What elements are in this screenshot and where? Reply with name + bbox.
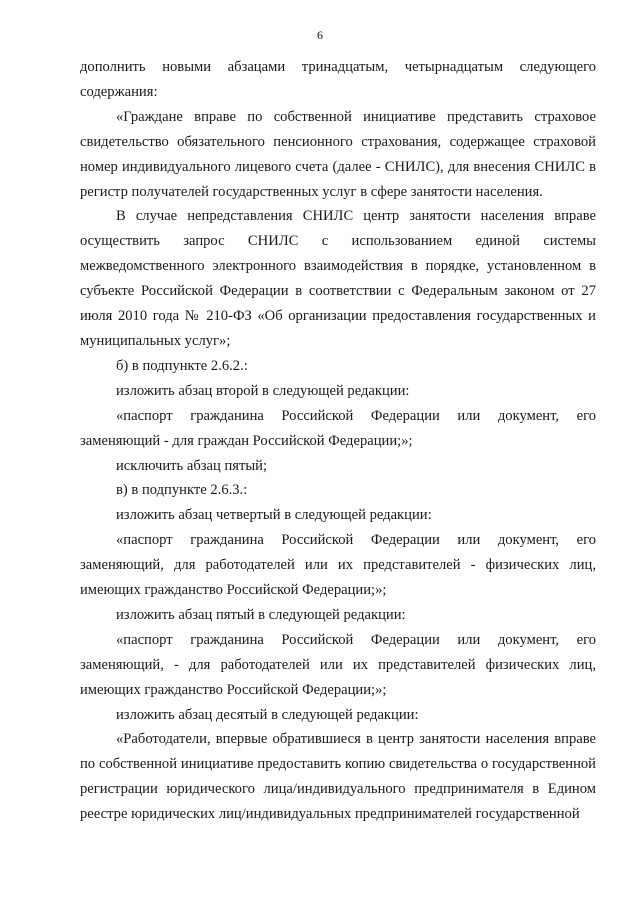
paragraph-subitem-v: в) в подпункте 2.6.3.: — [116, 482, 248, 499]
paragraph-amend-tenth: изложить абзац десятый в следующей редакции: — [116, 706, 419, 723]
page-number: 6 — [317, 28, 323, 42]
paragraph-amend-fifth: изложить абзац пятый в следующей редакции: — [116, 606, 406, 623]
paragraph-employers-registration: «Работодатели, впервые обратившиеся в центр занятости населения вправе по собственной инициативе предоставить копию свидетельства о государственной регистрации юридического лица/индивидуального предпринимателя в Едином реестре юридических лиц/индивидуальных предпринимателей государственной — [80, 731, 596, 823]
paragraph-passport-employers-1: «паспорт гражданина Российской Федерации или документ, его заменяющий, для работодателей или их представителей - физических лиц, имеющих гражданство Российской Федерации;»; — [80, 532, 596, 599]
paragraph-snils-right: «Граждане вправе по собственной инициативе представить страховое свидетельство обязательного пенсионного страхования, содержащее страховой номер индивидуального лицевого счета (далее - СНИЛС), для внесения СНИЛС в регистр получателей государственных услуг в сфере занятости населения. — [80, 108, 596, 200]
paragraph-amend-second: изложить абзац второй в следующей редакции: — [116, 382, 410, 399]
paragraph-subitem-b: б) в подпункте 2.6.2.: — [116, 357, 248, 374]
paragraph-snils-request: В случае непредставления СНИЛС центр занятости населения вправе осуществить запрос СНИЛС с использованием единой системы межведомственного электронного взаимодействия в порядке, установленном в субъекте Российской Федерации в соответствии с Федеральным законом от 27 июля 2010 года № 210-ФЗ «Об организации предоставления государственных и муниципальных услуг»; — [80, 208, 596, 349]
paragraph-passport-citizens: «паспорт гражданина Российской Федерации или документ, его заменяющий - для граждан Российской Федерации;»; — [80, 407, 596, 449]
document-body — [80, 55, 596, 827]
paragraph-amendment-intro: дополнить новыми абзацами тринадцатым, четырнадцатым следующего содержания: — [80, 59, 596, 100]
paragraph-amend-fourth: изложить абзац четвертый в следующей редакции: — [116, 507, 432, 524]
paragraph-exclude-fifth: исключить абзац пятый; — [116, 457, 268, 474]
paragraph-passport-employers-2: «паспорт гражданина Российской Федерации или документ, его заменяющий, - для работодателей или их представителей физических лиц, имеющих гражданство Российской Федерации;»; — [80, 631, 596, 698]
